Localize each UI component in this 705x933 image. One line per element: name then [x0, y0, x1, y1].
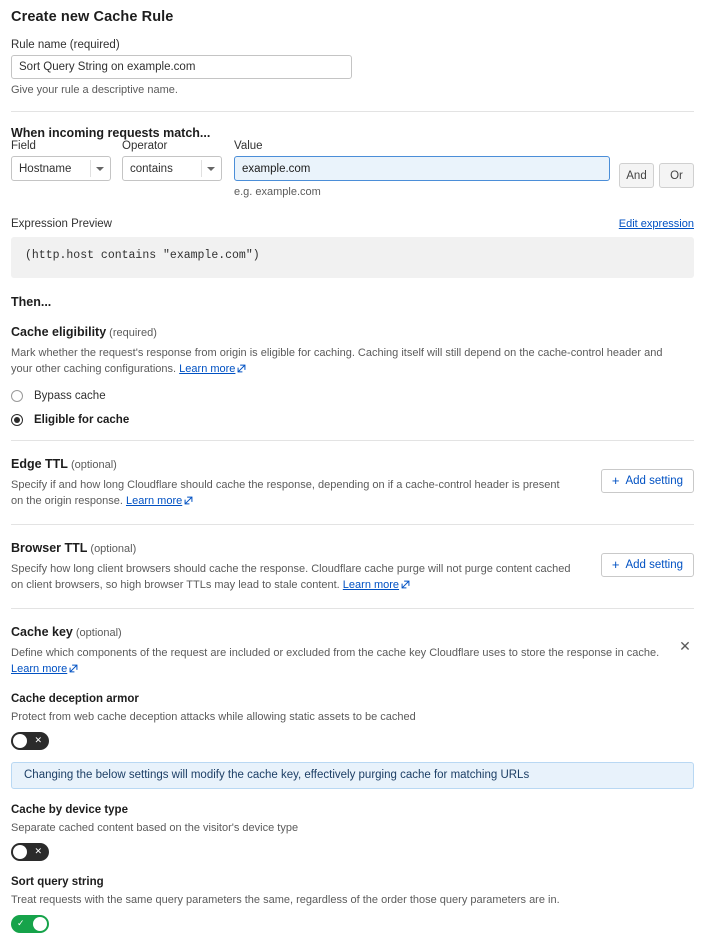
browser-ttl-description	[11, 562, 571, 594]
operator-select[interactable]	[122, 156, 222, 181]
radio-eligible-for-cache-label: Eligible for cache	[34, 413, 130, 426]
value-input[interactable]	[234, 156, 610, 181]
radio-selected-icon	[11, 414, 23, 426]
cache-eligibility-description	[11, 346, 683, 378]
edge-ttl-learn-more-link[interactable]: Learn more	[125, 494, 183, 507]
browser-ttl-learn-more-link[interactable]: Learn more	[342, 578, 400, 591]
chevron-down-icon	[96, 167, 104, 171]
rule-name-help: Give your rule a descriptive name.	[11, 84, 178, 96]
cache-by-device-type-description: Separate cached content based on the visitor's device type	[11, 821, 299, 834]
cache-by-device-type-toggle[interactable]	[11, 843, 49, 861]
divider-3	[11, 524, 694, 525]
or-button[interactable]: Or	[659, 163, 694, 188]
cache-eligibility-description-text: Mark whether the request's response from origin is eligible for caching. Caching itself will still depend on the cache-control header and your other caching configurations.	[11, 347, 663, 375]
cache-key-heading	[11, 625, 694, 639]
radio-eligible-for-cache[interactable]	[11, 414, 694, 426]
chevron-down-icon	[207, 167, 215, 171]
toggle-knob	[33, 917, 47, 931]
radio-bypass-cache[interactable]	[11, 390, 694, 402]
rule-name-label: Rule name (required)	[11, 39, 120, 51]
edge-ttl-title: Edge TTL	[11, 456, 68, 471]
external-link-icon	[184, 495, 193, 511]
cache-deception-armor-description: Protect from web cache deception attacks while allowing static assets to be cached	[11, 710, 416, 723]
expression-header	[11, 218, 694, 230]
divider-2	[11, 440, 694, 441]
match-section-heading: When incoming requests match...	[11, 126, 211, 140]
create-cache-rule-page	[0, 9, 705, 928]
sort-query-string-title: Sort query string	[11, 875, 104, 888]
edge-ttl-section	[11, 457, 694, 510]
cache-key-notice: Changing the below settings will modify the cache key, effectively purging cache for matching URLs	[11, 762, 694, 789]
sort-query-string-description: Treat requests with the same query parameters the same, regardless of the order those query parameters are in.	[11, 893, 560, 906]
then-heading: Then...	[11, 295, 52, 309]
field-column	[11, 140, 111, 181]
plus-icon: +	[611, 473, 620, 489]
external-link-icon	[237, 363, 246, 379]
cache-by-device-type-title: Cache by device type	[11, 803, 128, 816]
toggle-on-icon: ✓	[17, 918, 25, 928]
browser-ttl-optional: (optional)	[90, 542, 137, 555]
expression-preview-label: Expression Preview	[11, 218, 112, 230]
match-row	[11, 140, 694, 198]
external-link-icon	[69, 663, 78, 679]
close-icon[interactable]: ✕	[679, 637, 691, 654]
cache-key-description-text: Define which components of the request are included or excluded from the cache key Cloudflare uses to store the response in cache.	[11, 646, 660, 659]
sort-query-string-toggle[interactable]	[11, 915, 49, 933]
logic-buttons	[619, 140, 694, 188]
edge-ttl-add-setting-button[interactable]	[601, 469, 694, 493]
cache-deception-armor-toggle[interactable]	[11, 732, 49, 750]
cache-key-description	[11, 646, 683, 678]
edit-expression-link[interactable]: Edit expression	[618, 218, 694, 230]
value-hint: e.g. example.com	[234, 186, 321, 198]
plus-icon: +	[611, 557, 620, 573]
radio-icon	[11, 390, 23, 402]
cache-eligibility-heading	[11, 325, 694, 339]
toggle-knob	[13, 734, 27, 748]
edge-ttl-optional: (optional)	[70, 458, 117, 471]
divider-1	[11, 111, 694, 112]
operator-select-value: contains	[130, 162, 173, 175]
operator-select-divider	[201, 160, 202, 177]
browser-ttl-heading	[11, 541, 694, 555]
divider-4	[11, 608, 694, 609]
page-title: Create new Cache Rule	[11, 9, 174, 25]
cache-deception-armor-title: Cache deception armor	[11, 692, 139, 705]
rule-name-input[interactable]	[11, 55, 352, 79]
browser-ttl-title: Browser TTL	[11, 540, 88, 555]
edge-ttl-description	[11, 478, 571, 510]
edge-ttl-description-text: Specify if and how long Cloudflare should cache the response, depending on if a cache-control header is present on the origin response.	[11, 478, 560, 507]
external-link-icon	[401, 579, 410, 595]
radio-bypass-cache-label: Bypass cache	[34, 389, 106, 402]
browser-ttl-description-text: Specify how long client browsers should cache the response. Cloudflare cache purge will not purge content cached on client browsers, so high browser TTLs may lead to stale content.	[11, 562, 571, 591]
and-button[interactable]: And	[619, 163, 654, 188]
edge-ttl-heading	[11, 457, 694, 471]
cache-eligibility-title: Cache eligibility	[11, 325, 107, 339]
field-select-divider	[90, 160, 91, 177]
field-select-value: Hostname	[19, 162, 72, 175]
toggle-off-icon: ✕	[34, 735, 42, 745]
cache-key-section	[11, 625, 694, 678]
browser-ttl-add-setting-button[interactable]	[601, 553, 694, 577]
operator-column	[122, 140, 222, 181]
expression-preview-box: (http.host contains "example.com")	[11, 237, 694, 278]
operator-label: Operator	[122, 140, 168, 152]
edge-ttl-add-setting-label: Add setting	[625, 474, 683, 487]
toggle-knob	[13, 845, 27, 859]
field-select[interactable]	[11, 156, 111, 181]
toggle-off-icon: ✕	[34, 846, 42, 856]
cache-key-learn-more-link[interactable]: Learn more	[11, 662, 68, 675]
value-label: Value	[234, 140, 263, 152]
cache-key-title: Cache key	[11, 624, 73, 639]
browser-ttl-add-setting-label: Add setting	[625, 558, 683, 571]
cache-key-optional: (optional)	[75, 626, 122, 639]
cache-eligibility-optional: (required)	[109, 327, 157, 339]
field-label: Field	[11, 140, 36, 152]
cache-eligibility-learn-more-link[interactable]: Learn more	[179, 362, 236, 375]
value-column	[234, 140, 610, 198]
browser-ttl-section	[11, 541, 694, 594]
